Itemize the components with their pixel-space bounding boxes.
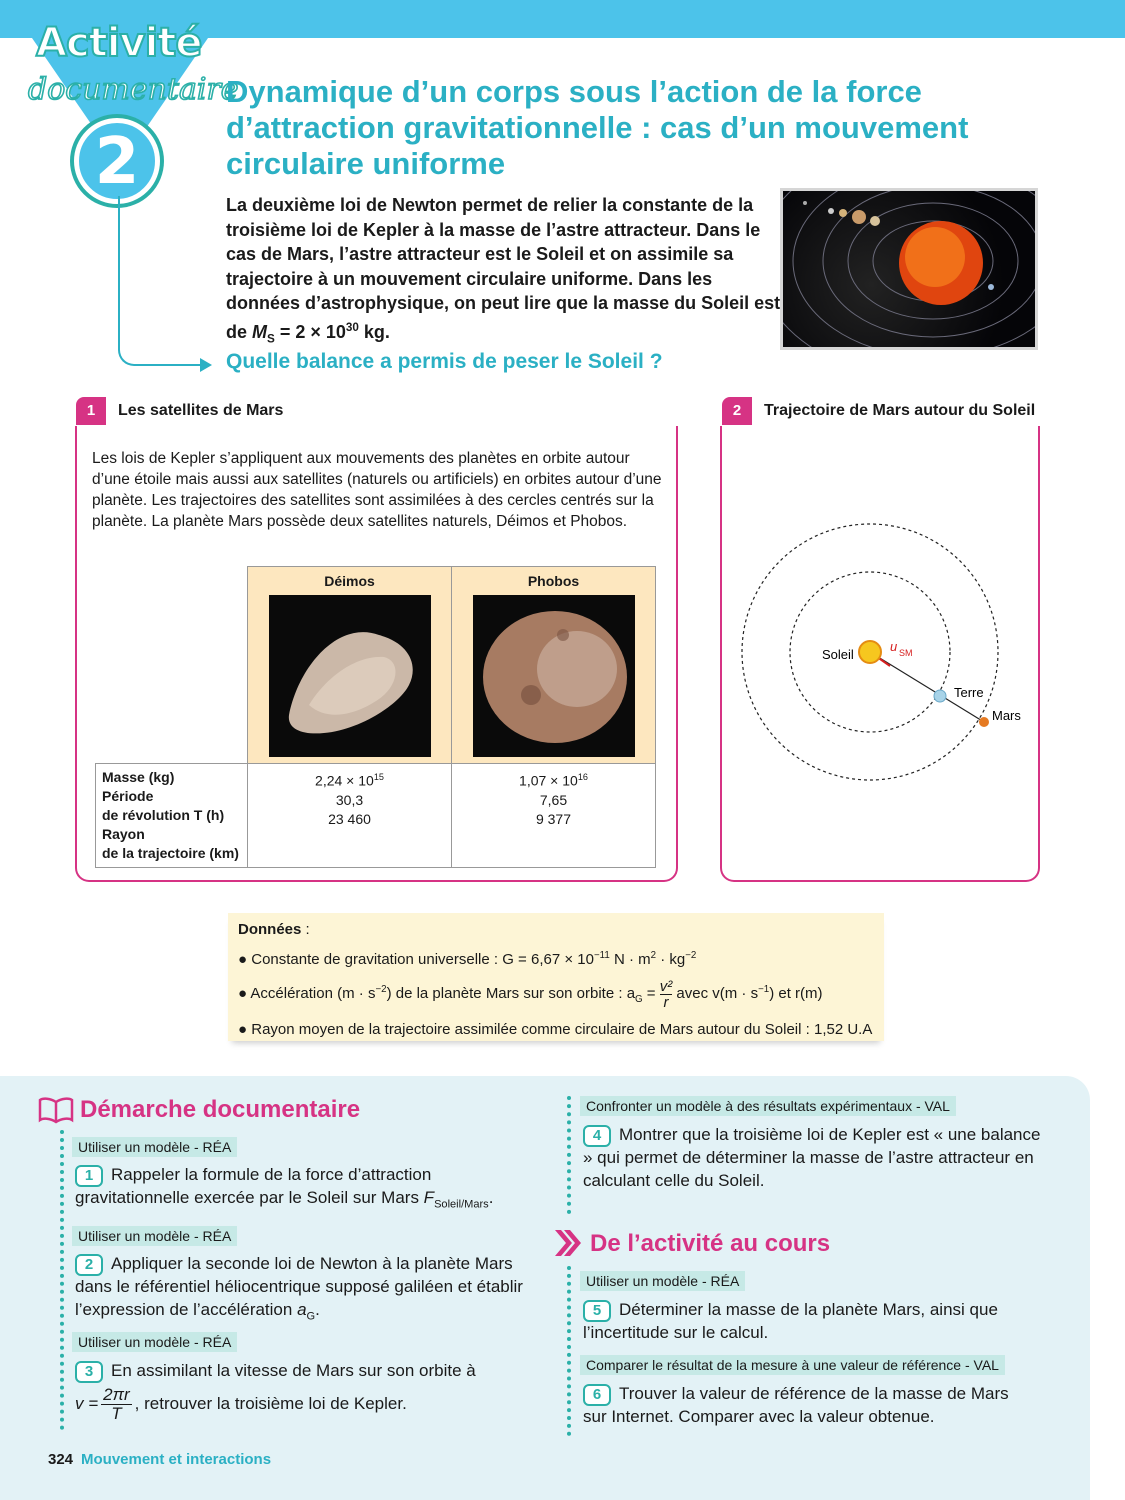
- donnees-line2-a: Accélération (m · s: [250, 985, 376, 1002]
- deimos-mass-exp: 15: [373, 772, 384, 782]
- donnees-line1-exp: −11: [593, 950, 610, 961]
- intro-ms-eq: = 2 × 10: [274, 321, 346, 342]
- activity-badge: [24, 14, 239, 204]
- question-3-denominator: T: [111, 1404, 122, 1423]
- question-1-vec: F: [423, 1188, 435, 1207]
- deimos-mass-mantissa: 2,24 × 10: [315, 772, 374, 789]
- question-2-end: .: [315, 1299, 320, 1319]
- question-1: [75, 1164, 535, 1216]
- donnees-line2-d: ) et r(m): [769, 985, 823, 1002]
- page-number: 324: [48, 1451, 74, 1468]
- skill-tag-1: Utiliser un modèle - RÉA: [72, 1137, 237, 1157]
- table-empty-corner: [96, 567, 248, 764]
- question-2-number: 2: [75, 1254, 103, 1276]
- donnees-line1-text: Constante de gravitation universelle : G = 6,67 × 10: [251, 951, 594, 968]
- intro-text: [226, 193, 786, 352]
- question-3-numerator: 2πr: [103, 1385, 130, 1404]
- donnees-heading-colon: :: [301, 921, 310, 938]
- badge-number: 2: [74, 118, 160, 204]
- cours-title: De l’activité au cours: [590, 1230, 831, 1257]
- row-label-revolution: de révolution T (h): [102, 807, 225, 823]
- intro-body: La deuxième loi de Newton permet de relier la constante de la troisième loi de Kepler à la masse de l’astre attracteur. Dans le cas de Mars, l’astre attracteur est le Soleil et on assimile sa trajectoire à un mouvement circulaire uniforme. Dans les données d’astrophysique, on peut lire que la masse du Soleil est de: [226, 195, 781, 342]
- phobos-mass: [458, 768, 649, 791]
- orbit-diagram: [722, 428, 1038, 880]
- book-icon: [38, 1096, 74, 1124]
- phobos-mass-exp: 16: [577, 772, 588, 782]
- deimos-period: 30,3: [335, 791, 364, 808]
- donnees-line1-unit2: · kg: [656, 951, 686, 968]
- intro-ms-symbol: M: [252, 321, 268, 342]
- question-2-sub: G: [306, 1309, 316, 1322]
- donnees-line2: ● Accélération $(m \cdot s^{-2})$ de la planète Mars sur son orbite : $a_G$ = $\frac{\text{v²}}{r}$ avec $v(m \cdot s^{-1})$ et r(m): [238, 977, 823, 1011]
- donnees-line2-num: v²: [659, 977, 673, 995]
- donnees-line2-den: r: [663, 993, 669, 1011]
- question-3-fraction: [101, 1386, 132, 1423]
- skill-tag-3: Utiliser un modèle - RÉA: [72, 1332, 237, 1352]
- row-label-periode: Période: [102, 788, 154, 804]
- question-5: [583, 1299, 1023, 1345]
- question-5-text: Déterminer la masse de la planète Mars, ainsi que l’incertitude sur le calcul.: [583, 1300, 998, 1342]
- solar-system-image: [780, 188, 1038, 350]
- deimos-mass: [254, 768, 445, 791]
- badge-word-activite: Activité: [36, 20, 202, 66]
- donnees-line2-a-exp: −2: [375, 984, 387, 995]
- donnees-line2-fraction: [660, 979, 673, 1010]
- table-row-labels: [96, 764, 248, 868]
- question-1-number: 1: [75, 1165, 103, 1187]
- donnees-line2-eq: =: [642, 985, 660, 1002]
- doc1-title: Les satellites de Mars: [118, 402, 284, 419]
- donnees-line1-unit-exp: 2: [650, 950, 657, 961]
- doc1-text: Les lois de Kepler s’appliquent aux mouvements des planètes en orbite autour d’une étoile mais aussi aux satellites (naturels ou artificiels) en orbites autour d’une planète. Les trajectoires des satellites sont assimilées à des cercles centrés sur la planète. La planète Mars possède deux satellites naturels, Déimos et Phobos.: [92, 450, 662, 530]
- phobos-image: [473, 595, 635, 757]
- phobos-cell: [452, 567, 656, 764]
- doc2-title: Trajectoire de Mars autour du Soleil: [764, 402, 1036, 419]
- question-3-text: En assimilant la vitesse de Mars sur son orbite à: [111, 1361, 476, 1380]
- skill-tag-2: Utiliser un modèle - RÉA: [72, 1226, 237, 1246]
- vector-label: u: [890, 639, 898, 654]
- question-arrow-icon: [200, 358, 212, 372]
- donnees-line1: ● Constante de gravitation universelle : $G = 6,67 \times 10^{-11}$ $N \cdot m^2 \cdot kg^{-2}$: [238, 950, 697, 968]
- skill-tag-5: Utiliser un modèle - RÉA: [580, 1271, 745, 1291]
- donnees-heading-text: Données: [238, 921, 302, 938]
- row-label-masse: Masse (kg): [102, 769, 175, 785]
- badge-word-documentaire: documentaire: [28, 72, 239, 107]
- guiding-question: Quelle balance a permis de peser le Soleil ?: [226, 350, 663, 373]
- question-2: [75, 1253, 545, 1327]
- question-6: [583, 1383, 1023, 1429]
- skill-tag-4: Confronter un modèle à des résultats expérimentaux - VAL: [580, 1096, 956, 1116]
- sun-icon: [859, 641, 881, 663]
- row-label-rayon: Rayon: [102, 826, 145, 842]
- intro-ms-exp: 30: [345, 320, 359, 334]
- doc1-number: 1: [76, 397, 106, 425]
- question-6-number: 6: [583, 1384, 611, 1406]
- deimos-radius: 23 460: [328, 810, 371, 827]
- earth-icon: [934, 690, 946, 702]
- donnees-line3-text: Rayon moyen de la trajectoire assimilée comme circulaire de Mars autour du Soleil : 1,52 U.A: [251, 1021, 873, 1038]
- doc1-header: [76, 397, 283, 425]
- donnees-line1-unit2-exp: −2: [685, 950, 697, 961]
- donnees-line2-b: ) de la planète Mars sur son orbite : a: [386, 985, 636, 1002]
- mars-label: Mars: [992, 708, 1021, 723]
- earth-label: Terre: [954, 685, 984, 700]
- question-2-vec: a: [297, 1299, 307, 1319]
- left-dotted-line: [60, 1130, 64, 1430]
- intro-ms-sub: S: [267, 332, 275, 346]
- vector-sub-label: SM: [899, 648, 913, 658]
- question-6-text: Trouver la valeur de référence de la masse de Mars sur Internet. Comparer avec la valeur obtenue.: [583, 1384, 1009, 1426]
- donnees-line1-unit: N · m: [609, 951, 651, 968]
- question-4-text: Montrer que la troisième loi de Kepler est « une balance » qui permet de déterminer la masse de l’astre attracteur en calculant celle du Soleil.: [583, 1125, 1041, 1190]
- chapter-title: Mouvement et interactions: [81, 1451, 272, 1468]
- satellites-table: [95, 566, 656, 868]
- question-connector-line: [118, 196, 208, 366]
- demarche-title: Démarche documentaire: [80, 1096, 361, 1123]
- question-3-formula: [75, 1386, 545, 1423]
- question-2-text: Appliquer la seconde loi de Newton à la planète Mars dans le référentiel héliocentrique supposé galiléen et établir l’expression de l’accélération: [75, 1254, 523, 1319]
- question-3-number: 3: [75, 1361, 103, 1383]
- question-5-number: 5: [583, 1300, 611, 1322]
- donnees-line2-c: avec v(m · s: [672, 985, 759, 1002]
- sun-label: Soleil: [822, 647, 854, 662]
- doc2-number: 2: [722, 397, 752, 425]
- phobos-values: [452, 764, 656, 868]
- row-label-trajectoire: de la trajectoire (km): [102, 845, 239, 861]
- question-4-number: 4: [583, 1125, 611, 1147]
- deimos-image: [269, 595, 431, 757]
- deimos-cell: [248, 567, 452, 764]
- deimos-label: Déimos: [324, 573, 375, 589]
- deimos-values: [248, 764, 452, 868]
- phobos-label: Phobos: [527, 573, 580, 589]
- mars-icon: [979, 717, 989, 727]
- intro-ms-unit: kg.: [358, 321, 390, 342]
- skill-tag-6: Comparer le résultat de la mesure à une valeur de référence - VAL: [580, 1355, 1005, 1375]
- phobos-mass-mantissa: 1,07 × 10: [519, 772, 578, 789]
- question-3: [75, 1360, 545, 1383]
- donnees-line2-c-exp: −1: [758, 984, 770, 995]
- double-chevron-icon: [552, 1228, 582, 1258]
- doc2-header: [722, 397, 1035, 425]
- question-1-sub: Soleil/Mars: [434, 1198, 489, 1211]
- right-dotted-line-bottom: [567, 1266, 571, 1436]
- question-1-end: .: [488, 1188, 494, 1207]
- donnees-line3: ● Rayon moyen de la trajectoire assimilée comme circulaire de Mars autour du Soleil : 1,52 U.A: [238, 1021, 873, 1038]
- donnees-heading: [238, 919, 874, 941]
- donnees-box: [228, 913, 884, 1041]
- phobos-radius: 9 377: [535, 810, 572, 827]
- question-4: [583, 1124, 1043, 1192]
- right-dotted-line-top: [567, 1096, 571, 1214]
- page-title: Dynamique d’un corps sous l’action de la force d’attraction gravitationnelle : cas d’un mouvement circulaire uniforme: [226, 74, 969, 181]
- phobos-period: 7,65: [539, 791, 568, 808]
- question-1-text: Rappeler la formule de la force d’attraction gravitationnelle exercée par le Soleil sur Mars: [75, 1165, 432, 1207]
- donnees-line2-b-sub: G: [635, 994, 643, 1005]
- question-3-end: , retrouver la troisième loi de Kepler.: [134, 1394, 407, 1414]
- question-3-v: v =: [75, 1394, 99, 1414]
